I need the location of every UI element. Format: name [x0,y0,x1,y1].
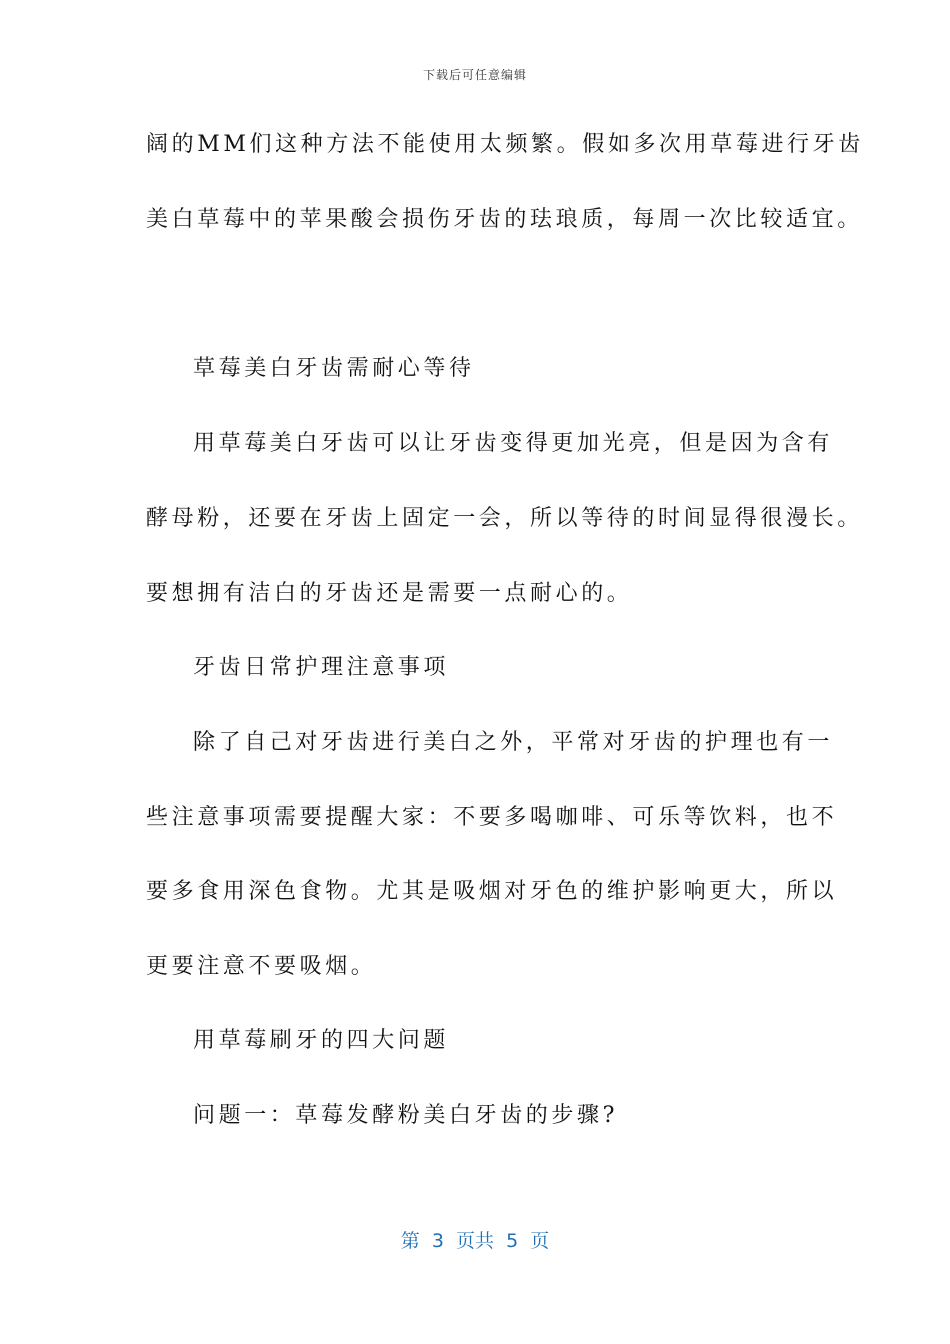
header-note: 下载后可任意编辑 [422,68,527,82]
paragraph-line: 除了自己对牙齿进行美白之外，平常对牙齿的护理也有一 [193,730,834,755]
paragraph-line: 要想拥有洁白的牙齿还是需要一点耐心的。 [146,581,633,606]
section-heading: 草莓美白牙齿需耐心等待 [193,356,475,381]
paragraph-line: 问题一：草莓发酵粉美白牙齿的步骤? [193,1103,618,1128]
paragraph-line: 用草莓美白牙齿可以让牙齿变得更加光亮，但是因为含有 [193,431,834,456]
paragraph-line: 美白草莓中的苹果酸会损伤牙齿的珐琅质，每周一次比较适宜。 [146,207,863,232]
paragraph-line: 阔的MM们这种方法不能使用太频繁。假如多次用草莓进行牙齿 [146,132,864,157]
page-number-footer: 第 3 页共 5 页 [400,1230,550,1252]
section-heading: 用草莓刷牙的四大问题 [193,1028,450,1053]
section-heading: 牙齿日常护理注意事项 [193,655,450,680]
paragraph-line: 更要注意不要吸烟。 [146,954,377,979]
paragraph-line: 酵母粉，还要在牙齿上固定一会，所以等待的时间显得很漫长。 [146,506,863,531]
paragraph-line: 些注意事项需要提醒大家：不要多喝咖啡、可乐等饮料，也不 [146,805,838,830]
paragraph-line: 要多食用深色食物。尤其是吸烟对牙色的维护影响更大，所以 [146,879,838,904]
